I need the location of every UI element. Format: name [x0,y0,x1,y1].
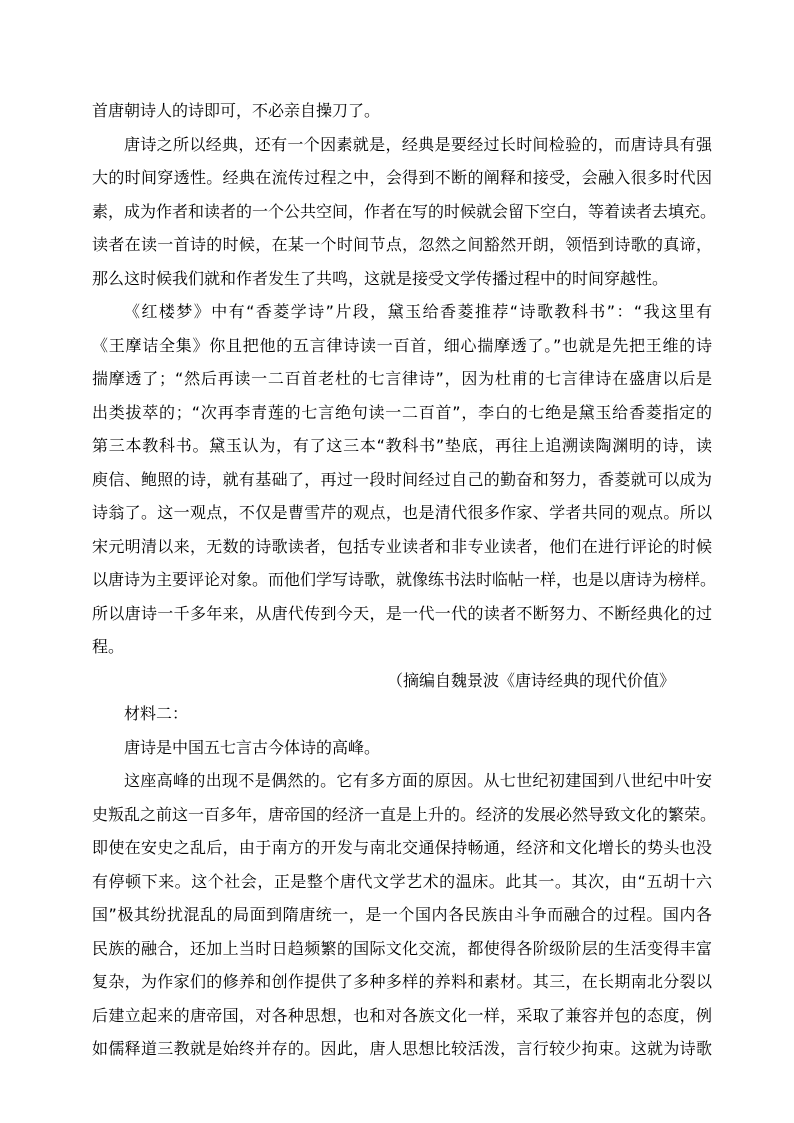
paragraph-line: 有停顿下来。这个社会，正是整个唐代文学艺术的温床。此其一。其次，由“五胡十六 [92,871,712,891]
paragraph-line: 揣摩透了；“然后再读一二百首老杜的七言律诗”，因为杜甫的七言律诗在盛唐以后是 [92,369,712,388]
paragraph-line: 那么这时候我们就和作者发生了共鸣，这就是接受文学传播过程中的时间穿越性。 [92,268,669,288]
paragraph-line: 以唐诗为主要评论对象。而他们学写诗歌，就像练书法时临帖一样，也是以唐诗为榜样。 [92,570,717,589]
paragraph-line: 如儒释道三教就是始终并存的。因此，唐人思想比较活泼，言行较少拘束。这就为诗歌 [92,1039,712,1058]
paragraph-line: 民族的融合，还加上当时日趋频繁的国际文化交流，都使得各阶级阶层的生活变得丰富 [92,938,712,958]
paragraph-line: 首唐朝诗人的诗即可，不必亲自操刀了。 [92,101,381,120]
paragraph-line: 庾信、鲍照的诗，就有基础了，再过一段时间经过自己的勤奋和努力，香菱就可以成为 [92,469,712,489]
section-label: 材料二： [124,704,189,723]
paragraph-line: 《红楼梦》中有“香菱学诗”片段，黛玉给香菱推荐“诗歌教科书”：“我这里有 [124,302,712,321]
paragraph-line: 即使在安史之乱后，由于南方的开发与南北交通保持畅通，经济和文化增长的势头也没 [92,838,712,857]
paragraph-line: 所以唐诗一千多年来，从唐代传到今天，是一代一代的读者不断努力、不断经典化的过 [92,603,712,623]
document-page [92,94,717,1066]
paragraph-line: 后建立起来的唐帝国，对各种思想，也和对各族文化一样，采取了兼容并包的态度，例 [92,1005,712,1025]
source-citation: （摘编自魏景波《唐诗经典的现代价值》 [387,670,676,690]
paragraph-line: 唐诗是中国五七言古今体诗的高峰。 [124,737,381,757]
paragraph-line: 这座高峰的出现不是偶然的。它有多方面的原因。从七世纪初建国到八世纪中叶安 [124,771,712,790]
paragraph-line: 素，成为作者和读者的一个公共空间，作者在写的时候就会留下空白，等着读者去填充。 [92,201,717,221]
paragraph-line: 第三本教科书。黛玉认为，有了这三本“教科书”垫底，再往上追溯读陶渊明的诗，读 [92,436,712,455]
paragraph-line: 唐诗之所以经典，还有一个因素就是，经典是要经过长时间检验的，而唐诗具有强 [124,134,712,154]
paragraph-line: 宋元明清以来，无数的诗歌读者，包括专业读者和非专业读者，他们在进行评论的时候 [92,536,712,556]
paragraph-line: 国”极其纷扰混乱的局面到隋唐统一，是一个国内各民族由斗争而融合的过程。国内各 [92,905,712,924]
paragraph-line: 复杂，为作家们的修养和创作提供了多种多样的养料和素材。其三，在长期南北分裂以 [92,972,712,991]
paragraph-line: 史叛乱之前这一百多年，唐帝国的经济一直是上升的。经济的发展必然导致文化的繁荣。 [92,804,717,824]
paragraph-line: 《王摩诘全集》你且把他的五言律诗读一百首，细心揣摩透了。”也就是先把王维的诗 [92,335,712,355]
paragraph-line: 读者在读一首诗的时候，在某一个时间节点，忽然之间豁然开朗，领悟到诗歌的真谛， [92,235,712,254]
paragraph-line: 程。 [92,637,125,656]
paragraph-line: 大的时间穿透性。经典在流传过程之中，会得到不断的阐释和接受，会融入很多时代因 [92,168,712,187]
paragraph-line: 出类拔萃的；“次再李青莲的七言绝句读一二百首”，李白的七绝是黛玉给香菱指定的 [92,402,712,422]
paragraph-line: 诗翁了。这一观点，不仅是曹雪芹的观点，也是清代很多作家、学者共同的观点。所以 [92,503,712,522]
